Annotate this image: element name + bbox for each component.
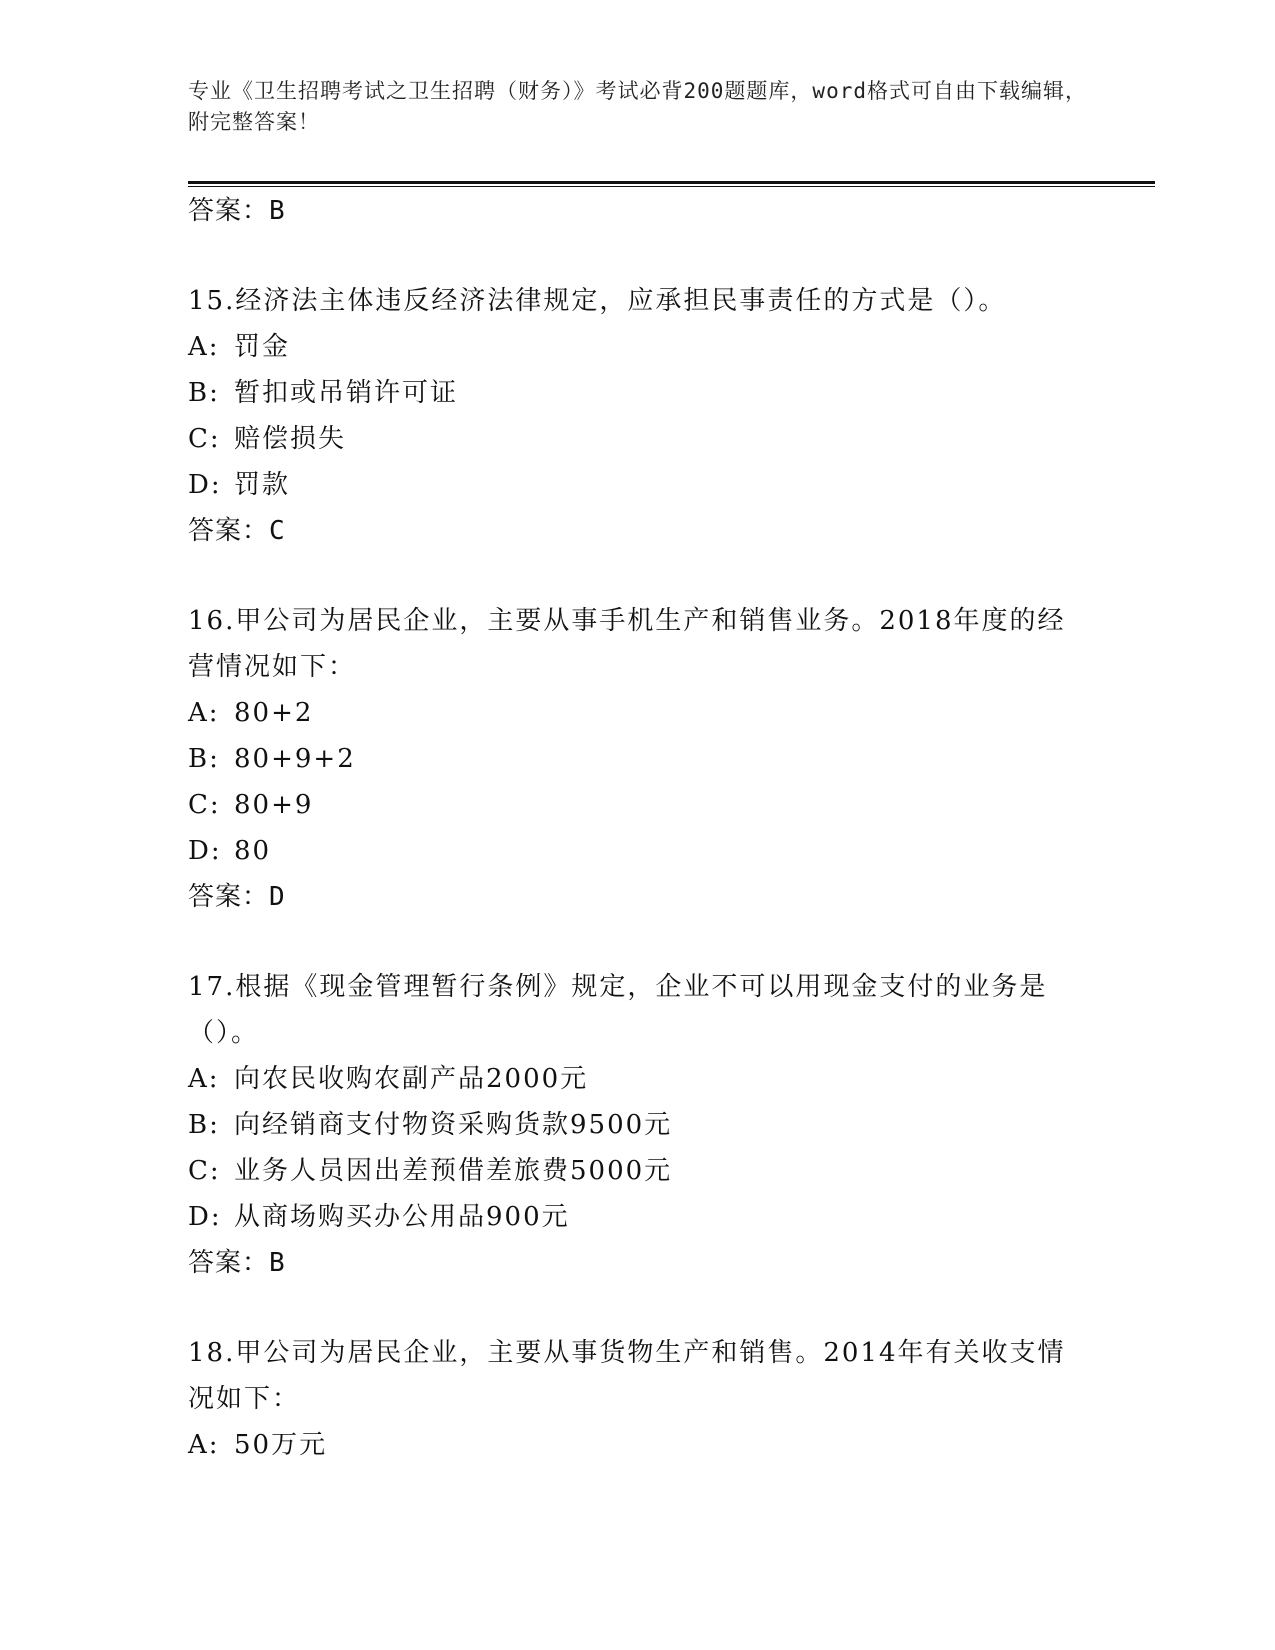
- answer-label: 答案：: [188, 1248, 270, 1278]
- option-letter: A:: [188, 698, 220, 728]
- option-letter: A:: [188, 332, 220, 362]
- option-text: 罚金: [234, 332, 291, 362]
- answer-label: 答案：: [188, 196, 270, 226]
- option-c: [188, 782, 1088, 828]
- option-letter: B:: [188, 378, 220, 408]
- option-b: [188, 736, 1088, 782]
- question-15: [188, 278, 1088, 554]
- option-d: [188, 462, 1088, 508]
- header-divider-thick: [188, 181, 1155, 184]
- question-text: 15.经济法主体违反经济法律规定，应承担民事责任的方式是（）。: [188, 286, 1007, 316]
- option-letter: A:: [188, 1430, 220, 1460]
- option-letter: C:: [188, 424, 221, 454]
- answer-line: [188, 874, 1088, 920]
- answer-value: B: [269, 196, 286, 226]
- option-letter: A:: [188, 1064, 220, 1094]
- option-letter: C:: [188, 790, 221, 820]
- option-text: 向经销商支付物资采购货款9500元: [234, 1110, 673, 1140]
- option-text: 暂扣或吊销许可证: [234, 378, 459, 408]
- answer-value: C: [269, 516, 286, 546]
- option-text: 赔偿损失: [234, 424, 347, 454]
- option-text: 80: [234, 836, 272, 866]
- option-a: [188, 324, 1088, 370]
- header-divider-thin: [188, 186, 1155, 187]
- answer-label: 答案：: [188, 882, 270, 912]
- option-letter: D:: [188, 836, 222, 866]
- option-b: [188, 1102, 1088, 1148]
- answer-line: [188, 1240, 1088, 1286]
- option-letter: D:: [188, 1202, 222, 1232]
- answer-line: [188, 188, 1088, 234]
- question-18: [188, 1330, 1088, 1468]
- option-d: [188, 1194, 1088, 1240]
- option-text: 80+2: [234, 698, 314, 728]
- option-letter: B:: [188, 744, 220, 774]
- option-text: 业务人员因出差预借差旅费5000元: [234, 1156, 673, 1186]
- option-letter: C:: [188, 1156, 221, 1186]
- question-16: [188, 598, 1088, 920]
- answer-line: [188, 508, 1088, 554]
- option-text: 从商场购买办公用品900元: [234, 1202, 570, 1232]
- option-d: [188, 828, 1088, 874]
- option-a: [188, 690, 1088, 736]
- question-text: 18.甲公司为居民企业，主要从事货物生产和销售。2014年有关收支情况如下：: [188, 1338, 1066, 1414]
- option-text: 罚款: [234, 470, 291, 500]
- option-text: 80+9+2: [234, 744, 356, 774]
- option-letter: D:: [188, 470, 222, 500]
- option-text: 50万元: [234, 1430, 328, 1460]
- option-text: 80+9: [234, 790, 314, 820]
- option-letter: B:: [188, 1110, 220, 1140]
- question-text: 16.甲公司为居民企业，主要从事手机生产和销售业务。2018年度的经营情况如下：: [188, 606, 1066, 682]
- answer-label: 答案：: [188, 516, 270, 546]
- option-c: [188, 416, 1088, 462]
- document-body: [188, 188, 1088, 1468]
- question-17: [188, 964, 1088, 1286]
- option-text: 向农民收购农副产品2000元: [234, 1064, 589, 1094]
- question-text: 17.根据《现金管理暂行条例》规定，企业不可以用现金支付的业务是（）。: [188, 972, 1048, 1048]
- option-b: [188, 370, 1088, 416]
- option-c: [188, 1148, 1088, 1194]
- option-a: [188, 1056, 1088, 1102]
- document-header: 专业《卫生招聘考试之卫生招聘（财务）》考试必背200题题库，word格式可自由下载编辑，附完整答案！: [188, 79, 1087, 134]
- option-a: [188, 1422, 1088, 1468]
- answer-value: B: [269, 1248, 286, 1278]
- answer-value: D: [269, 882, 286, 912]
